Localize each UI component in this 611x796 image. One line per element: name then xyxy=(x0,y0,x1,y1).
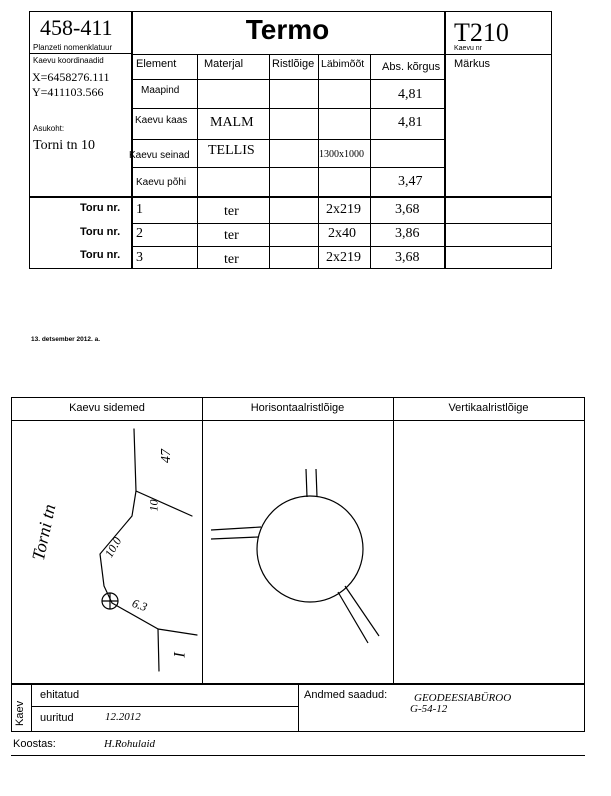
divider xyxy=(11,755,585,756)
divider xyxy=(30,53,131,54)
sketch-label: 10.0 xyxy=(101,534,125,560)
document-title: Termo xyxy=(245,14,330,45)
pipe-height: 3,86 xyxy=(395,226,420,241)
pipe-label: Toru nr. xyxy=(80,202,121,214)
row-height: 3,47 xyxy=(398,174,423,189)
well-id: T210 xyxy=(454,18,509,47)
author-value: H.Rohulaid xyxy=(104,738,156,750)
pipe-material: ter xyxy=(224,252,239,267)
coord-y: Y=411103.566 xyxy=(32,85,104,99)
row-height: 4,81 xyxy=(398,115,423,130)
divider xyxy=(131,108,444,109)
pipe-number: 2 xyxy=(136,226,143,241)
row-element: Kaevu põhi xyxy=(136,177,187,188)
divider xyxy=(298,683,299,731)
data-source-value: GEODEESIABÜROO xyxy=(414,692,512,704)
pipe-height: 3,68 xyxy=(395,250,420,265)
header-diameter: Läbimõõt xyxy=(321,58,365,70)
header-height: Abs. kõrgus xyxy=(382,61,441,73)
side-label: Kaev xyxy=(14,700,26,726)
row-element: Kaevu seinad xyxy=(129,150,190,161)
sketch-corner-label: 47 xyxy=(159,449,174,463)
sketch-label: 6.3 xyxy=(130,595,150,615)
author-label: Koostas: xyxy=(13,738,56,750)
col-title-horizontal: Horisontaalristlõige xyxy=(250,402,345,414)
header-material: Materjal xyxy=(204,58,244,70)
header-notes: Märkus xyxy=(454,58,491,70)
pipe-diameter: 2x219 xyxy=(326,202,361,217)
divider xyxy=(131,139,444,140)
divider xyxy=(31,683,32,731)
pipe-diameter: 2x40 xyxy=(328,226,356,241)
sketch-street-label: Torni tn xyxy=(28,502,60,563)
divider xyxy=(197,54,198,268)
header-section: Ristlõige xyxy=(272,58,315,70)
header-element: Element xyxy=(136,58,177,70)
coords-caption: Kaevu koordinaadid xyxy=(33,56,104,65)
drawing-frame xyxy=(11,397,585,732)
divider xyxy=(318,54,319,268)
well-id-caption: Kaevu nr xyxy=(454,45,483,52)
divider xyxy=(444,12,446,268)
pipe-material: ter xyxy=(224,228,239,243)
location: Torni tn 10 xyxy=(33,138,96,153)
horizontal-section-sketch xyxy=(203,421,393,683)
pipe-diameter: 2x219 xyxy=(326,250,361,265)
divider xyxy=(370,54,371,268)
row-material: MALM xyxy=(210,115,254,130)
divider xyxy=(131,79,444,80)
built-label: ehitatud xyxy=(40,689,80,701)
well-card-table xyxy=(29,11,552,269)
surveyed-value: 12.2012 xyxy=(105,711,141,723)
row-element: Maapind xyxy=(141,85,180,96)
location-caption: Asukoht: xyxy=(33,124,65,133)
coord-x: X=6458276.111 xyxy=(32,70,110,84)
divider xyxy=(131,246,552,247)
col-title-connections: Kaevu sidemed xyxy=(69,402,145,414)
pipe-label: Toru nr. xyxy=(80,249,121,261)
row-material: TELLIS xyxy=(208,143,255,158)
pipe-label: Toru nr. xyxy=(80,226,121,238)
row-height: 4,81 xyxy=(398,87,423,102)
col-title-vertical: Vertikaalristlõige xyxy=(448,402,529,414)
data-source-label: Andmed saadud: xyxy=(304,689,388,701)
pipe-height: 3,68 xyxy=(395,202,420,217)
pipe-material: ter xyxy=(224,204,239,219)
divider xyxy=(269,54,270,268)
row-diameter: 1300x1000 xyxy=(319,149,364,160)
nomenclature-number: 458-411 xyxy=(40,15,113,40)
data-source-code: G-54-12 xyxy=(410,703,448,715)
date-note: 13. detsember 2012. a. xyxy=(31,336,101,343)
divider xyxy=(131,223,552,224)
pipe-number: 1 xyxy=(136,202,143,217)
sketch-building-label: I xyxy=(171,652,189,658)
row-element: Kaevu kaas xyxy=(135,115,188,126)
divider xyxy=(131,54,552,55)
divider xyxy=(32,706,298,707)
divider xyxy=(131,12,133,268)
divider xyxy=(30,196,552,198)
divider xyxy=(393,398,394,683)
sketch-label: 10 xyxy=(146,499,161,512)
pipe-number: 3 xyxy=(136,250,143,265)
nomenclature-caption: Planzeti nomenklatuur xyxy=(33,43,113,52)
surveyed-label: uuritud xyxy=(40,712,74,724)
divider xyxy=(131,167,444,168)
